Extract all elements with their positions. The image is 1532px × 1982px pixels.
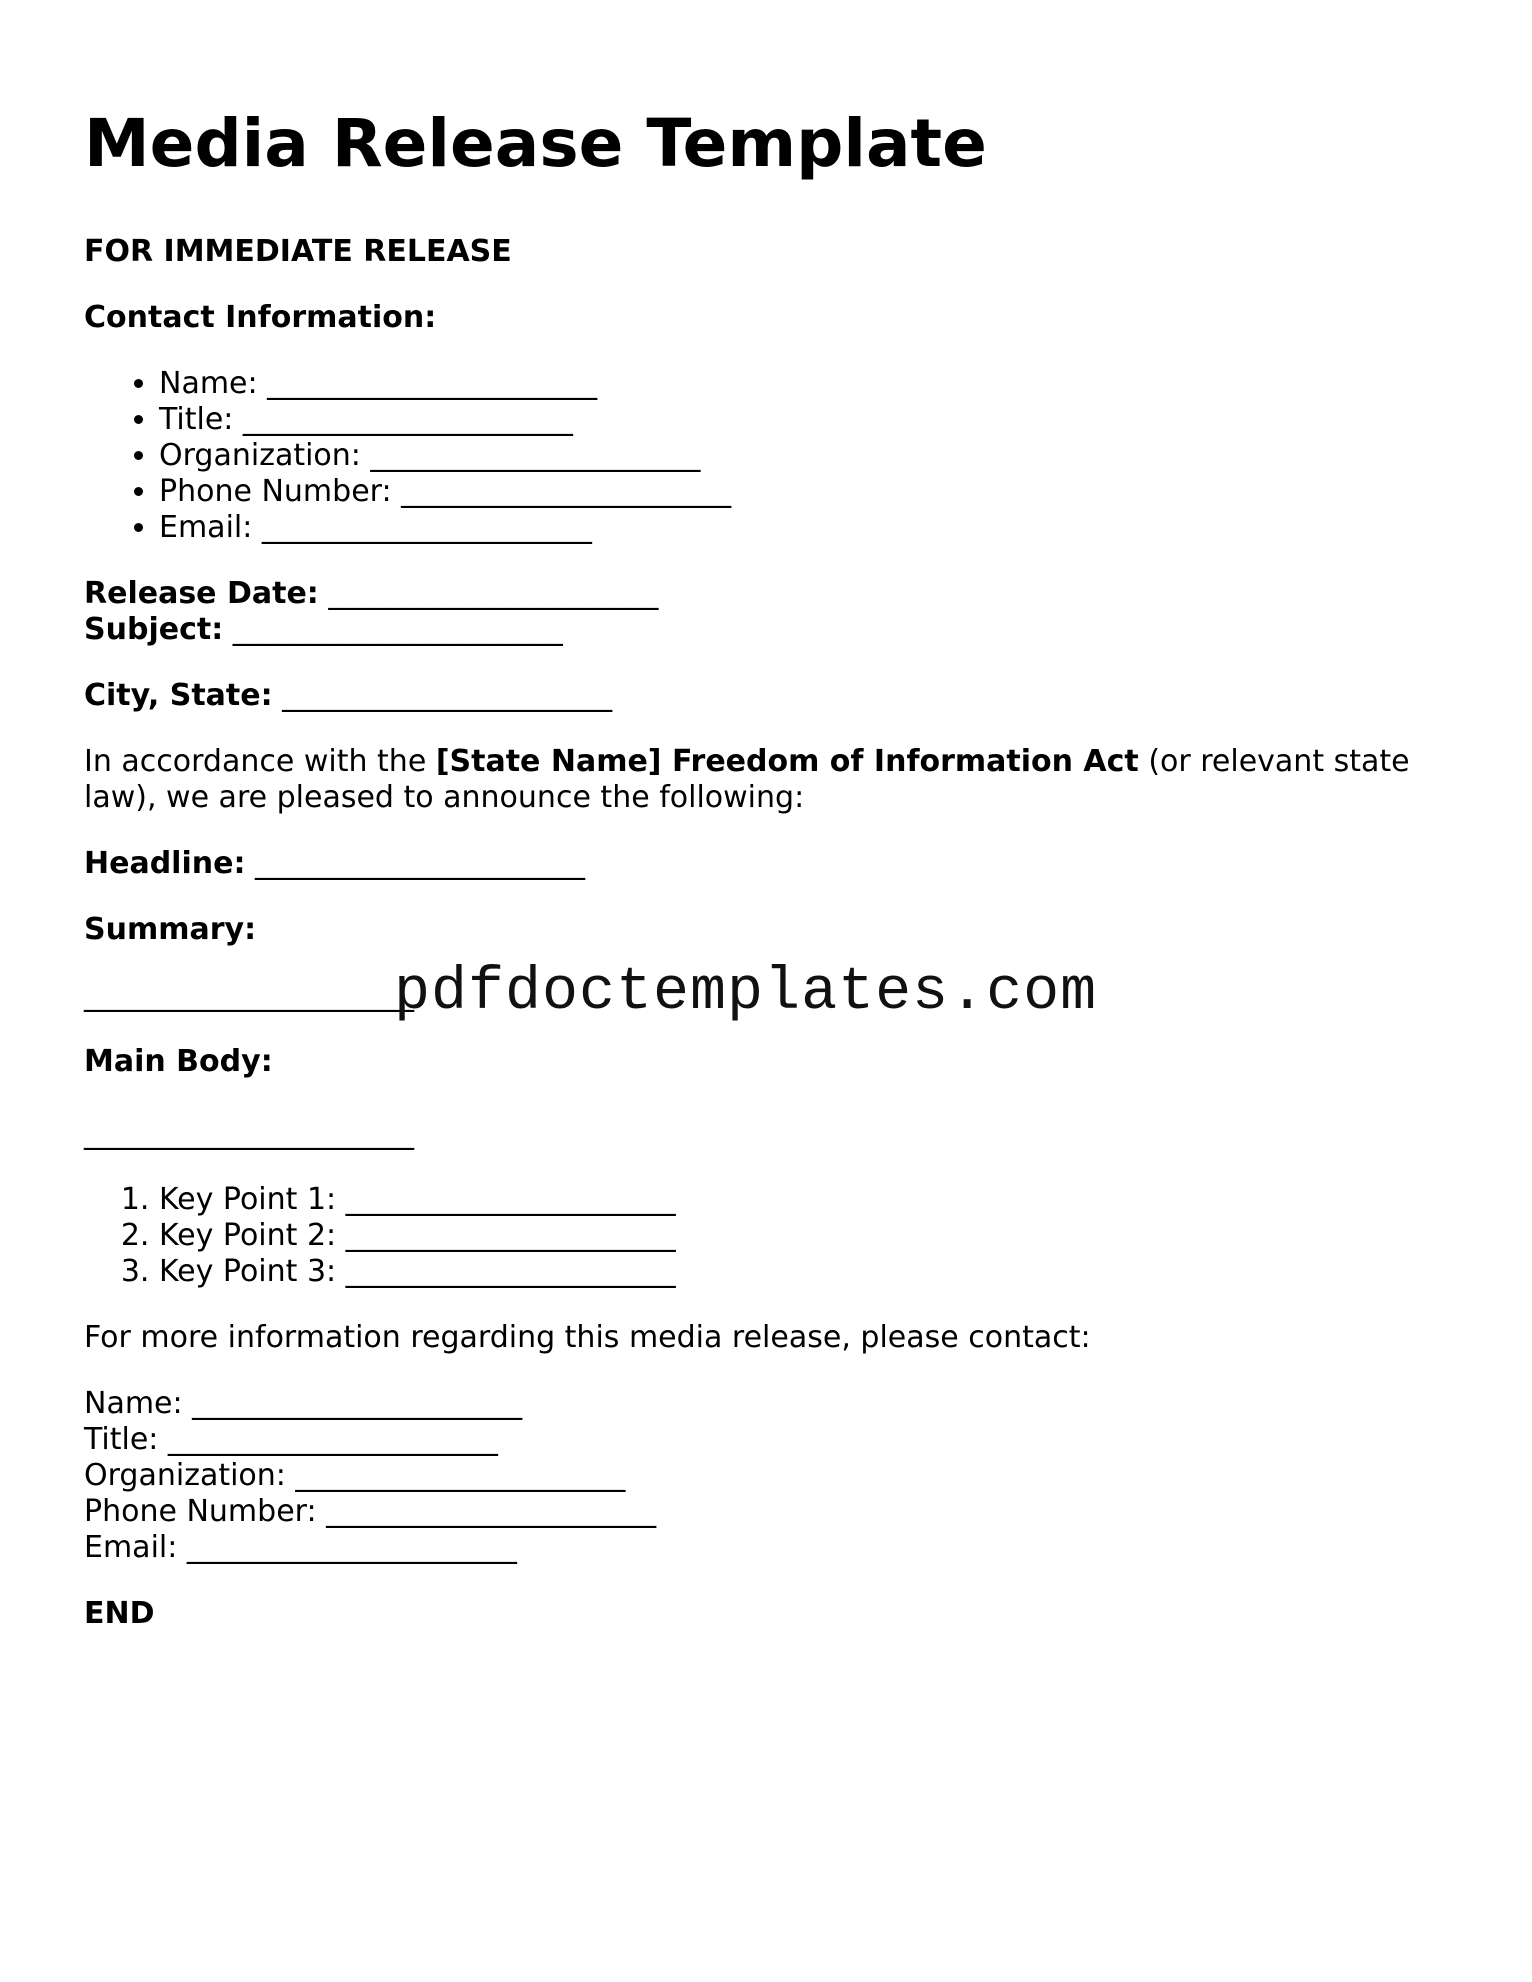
contact-list — [84, 366, 1464, 546]
end-marker: END — [84, 1596, 155, 1631]
footer-contact-email: Email: ______________________ — [84, 1530, 517, 1565]
city-state-line — [84, 678, 1464, 714]
contact-item-name: • Name: ______________________ — [159, 366, 1464, 402]
watermark-text: pdfdoctemplates.com — [394, 959, 1098, 1027]
footer-contact-title: Title: ______________________ — [84, 1422, 498, 1457]
key-point-3: 3. Key Point 3: ______________________ — [159, 1254, 1464, 1290]
summary-label: Summary: — [84, 912, 257, 947]
city-state-label: City, State: — [84, 678, 273, 713]
key-point-1: 1. Key Point 1: ______________________ — [159, 1182, 1464, 1218]
contact-heading: Contact Information: — [84, 300, 437, 335]
intro-before: In accordance with the — [84, 744, 436, 779]
contact-item-organization: • Organization: ______________________ — [159, 438, 1464, 474]
footer-contact-block — [84, 1386, 1464, 1566]
footer-contact-organization: Organization: ______________________ — [84, 1458, 626, 1493]
release-date-subject-block — [84, 576, 1464, 648]
key-points-list — [84, 1182, 1464, 1290]
page-title: Media Release Template — [84, 105, 987, 182]
footer-contact-name: Name: ______________________ — [84, 1386, 523, 1421]
headline-blank: ______________________ — [255, 846, 585, 881]
headline-line — [84, 846, 1464, 882]
contact-item-email: • Email: ______________________ — [159, 510, 1464, 546]
footer-contact-phone: Phone Number: ______________________ — [84, 1494, 657, 1529]
city-state-blank: ______________________ — [282, 678, 613, 713]
contact-item-phone: • Phone Number: ______________________ — [159, 474, 1464, 510]
intro-act-name: [State Name] Freedom of Information Act — [435, 744, 1139, 779]
subject-blank: ______________________ — [232, 612, 563, 647]
immediate-release-label: FOR IMMEDIATE RELEASE — [84, 234, 512, 269]
release-date-label: Release Date: — [84, 576, 319, 611]
key-point-2: 2. Key Point 2: ______________________ — [159, 1218, 1464, 1254]
summary-blank: ______________________ — [84, 978, 414, 1013]
headline-label: Headline: — [84, 846, 246, 881]
release-date-blank: ______________________ — [328, 576, 659, 611]
more-info-text: For more information regarding this media release, please contact: — [84, 1320, 1091, 1355]
contact-item-title: • Title: ______________________ — [159, 402, 1464, 438]
subject-label: Subject: — [84, 612, 224, 647]
intro-paragraph — [84, 744, 1464, 816]
document-page — [84, 104, 1464, 1662]
main-body-blank: ______________________ — [84, 1116, 414, 1151]
main-body-label: Main Body: — [84, 1044, 273, 1079]
intro-after: (or relevant state law), we are pleased to announce the following: — [84, 744, 1410, 815]
